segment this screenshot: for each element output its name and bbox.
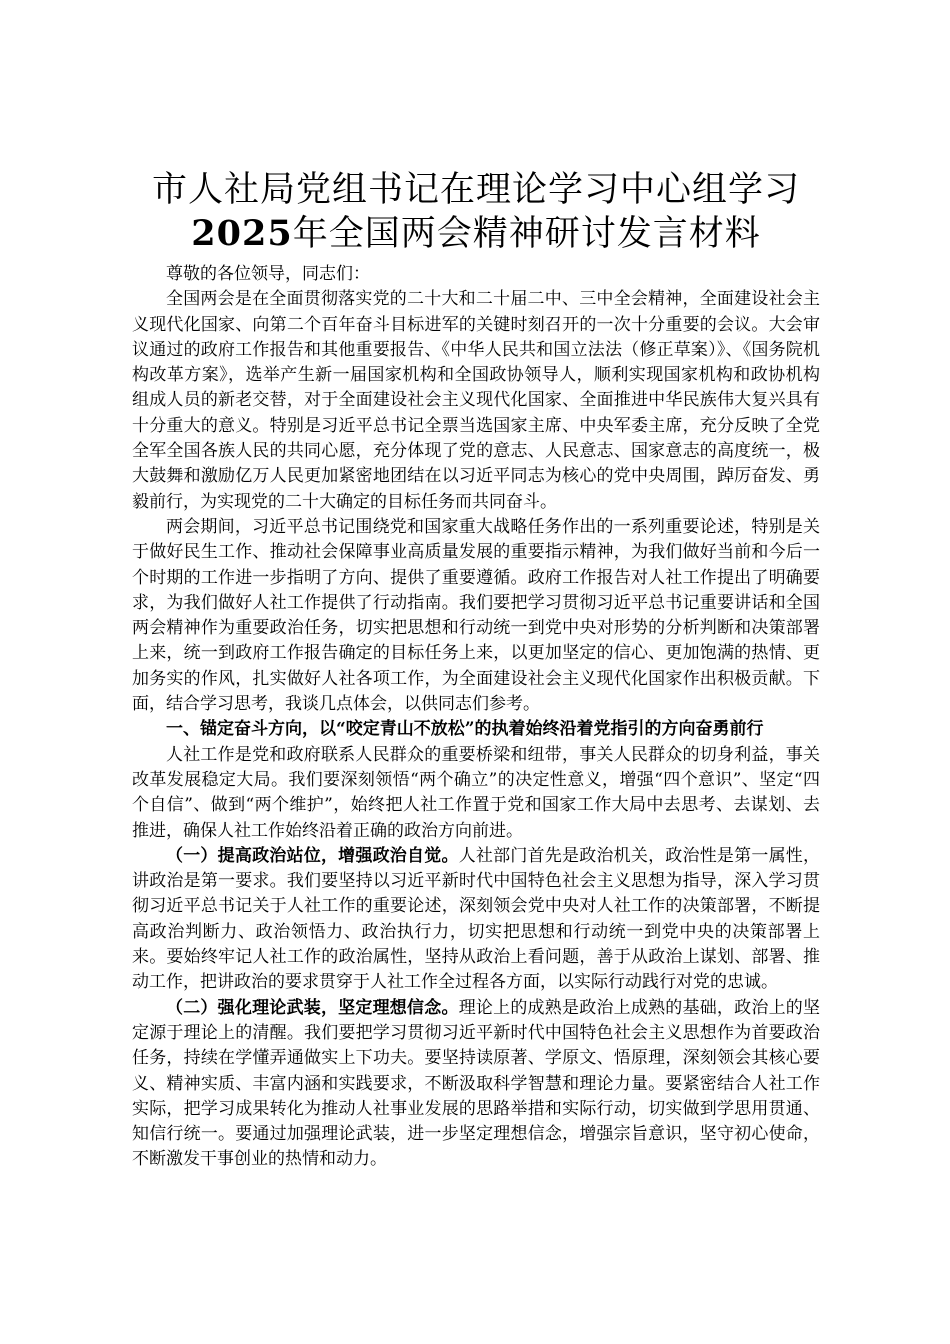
paragraph-4 — [132, 844, 820, 996]
title-line-1: 市人社局党组书记在理论学习中心组学习 — [151, 170, 800, 210]
paragraph-5-text: 理论上的成熟是政治上成熟的基础，政治上的坚定源于理论上的清醒。我们要把学习贯彻习近平新时代中国特色社会主义思想作为首要政治任务，持续在学懂弄通做实上下功夫。要坚持读原著、学原文、悟原理，深刻领会其核心要义、精神实质、丰富内涵和实践要求，不断汲取科学智慧和理论力量。要紧密结合人社工作实际，把学习成果转化为推动人社事业发展的思路举措和实际行动，切实做到学思用贯通、知信行统一。要通过加强理论武装，进一步坚定理想信念，增强宗旨意识，坚守初心使命，不断激发干事创业的热情和动力。 — [132, 997, 821, 1170]
paragraph-4-text: 人社部门首先是政治机关，政治性是第一属性，讲政治是第一要求。我们要坚持以习近平新时代中国特色社会主义思想为指导，深入学习贯彻习近平总书记关于人社工作的重要论述，深刻领会党中央对人社工作的决策部署，不断提高政治判断力、政治领悟力、政治执行力，切实把思想和行动统一到党中央的决策部署上来。要始终牢记人社工作的政治属性，坚持从政治上看问题，善于从政治上谋划、部署、推动工作，把讲政治的要求贯穿于人社工作全过程各方面，以实际行动践行对党的忠诚。 — [132, 845, 821, 993]
document-body — [132, 262, 820, 1173]
subheading-2: （二）强化理论武装，坚定理想信念。 — [166, 997, 459, 1018]
paragraph-5 — [132, 996, 820, 1173]
title-year: 2025 — [191, 213, 293, 254]
document-title — [132, 168, 820, 256]
salutation: 尊敬的各位领导，同志们： — [166, 264, 370, 284]
subheading-1: （一）提高政治站位，增强政治自觉。 — [166, 845, 459, 866]
paragraph-3: 人社工作是党和政府联系人民群众的重要桥梁和纽带，事关人民群众的切身利益，事关改革发展稳定大局。我们要深刻领悟“两个确立”的决定性意义，增强“四个意识”、坚定“四个自信”、做到“两个维护”，始终把人社工作置于党和国家工作大局中去思考、去谋划、去推进，确保人社工作始终沿着正确的政治方向前进。 — [132, 744, 820, 841]
title-line-2 — [132, 212, 820, 256]
paragraph-1: 全国两会是在全面贯彻落实党的二十大和二十届二中、三中全会精神，全面建设社会主义现代化国家、向第二个百年奋斗目标进军的关键时刻召开的一次十分重要的会议。大会审议通过的政府工作报告和其他重要报告、《中华人民共和国立法法（修正草案）》、《国务院机构改革方案》，选举产生新一届国家机构和全国政协领导人，顺利实现国家机构和政协机构组成人员的新老交替，对于全面建设社会主义现代化国家、全面推进中华民族伟大复兴具有十分重大的意义。特别是习近平总书记全票当选国家主席、中央军委主席，充分反映了全党全军全国各族人民的共同心愿，充分体现了党的意志、人民意志、国家意志的高度统一，极大鼓舞和激励亿万人民更加紧密地团结在以习近平同志为核心的党中央周围，踔厉奋发、勇毅前行，为实现党的二十大确定的目标任务而共同奋斗。 — [132, 289, 820, 512]
section-heading-1: 一、锚定奋斗方向，以“咬定青山不放松”的执着始终沿着党指引的方向奋勇前行 — [166, 719, 764, 740]
document-page — [132, 168, 820, 1173]
title-line-2-text: 年全国两会精神研讨发言材料 — [292, 214, 761, 254]
paragraph-2: 两会期间，习近平总书记围绕党和国家重大战略任务作出的一系列重要论述，特别是关于做好民生工作、推动社会保障事业高质量发展的重要指示精神，为我们做好当前和今后一个时期的工作进一步指明了方向、提供了重要遵循。政府工作报告对人社工作提出了明确要求，为我们做好人社工作提供了行动指南。我们要把学习贯彻习近平总书记重要讲话和全国两会精神作为重要政治任务，切实把思想和行动统一到党中央对形势的分析判断和决策部署上来，统一到政府工作报告确定的目标任务上来，以更加坚定的信心、更加饱满的热情、更加务实的作风，扎实做好人社各项工作，为全面建设社会主义现代化国家作出积极贡献。下面，结合学习思考，我谈几点体会，以供同志们参考。 — [132, 516, 820, 715]
